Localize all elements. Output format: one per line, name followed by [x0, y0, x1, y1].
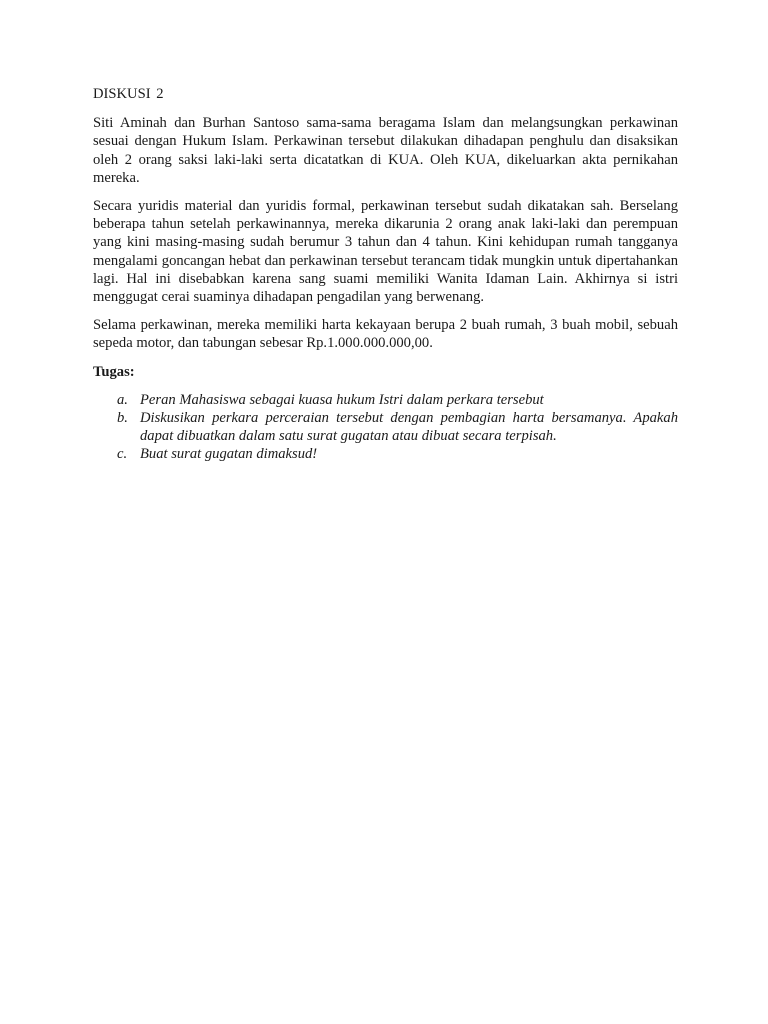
task-marker: a. [117, 391, 128, 408]
task-text: Buat surat gugatan dimaksud! [140, 446, 318, 463]
task-item [93, 391, 678, 409]
task-item [93, 445, 678, 463]
document-body [93, 85, 678, 464]
paragraph-case-conflict: Secara yuridis material dan yuridis formal, perkawinan tersebut sudah dikatakan sah. Berselang beberapa tahun setelah perkawinannya, mereka dikarunia 2 orang anak laki-laki dan perempuan yang kini masing-masing sudah berumur 3 tahun dan 4 tahun. Kini kehidupan rumah tangganya mengalami goncangan hebat dan perkawinan tersebut terancam tidak mungkin untuk dipertahankan lagi. Hal ini disebabkan karena sang suami memiliki Wanita Idaman Lain. Akhirnya si istri menggugat cerai suaminya dihadapan pengadilan yang berwenang. [93, 198, 678, 306]
paragraph-case-intro: Siti Aminah dan Burhan Santoso sama-sama beragama Islam dan melangsungkan perkawinan sesuai dengan Hukum Islam. Perkawinan tersebut dilakukan dihadapan penghulu dan disaksikan oleh 2 orang saksi laki-laki serta dicatatkan di KUA. Oleh KUA, dikeluarkan akta pernikahan mereka. [93, 115, 678, 186]
task-marker: b. [117, 410, 128, 427]
task-marker: c. [117, 446, 128, 463]
tasks-heading: Tugas: [93, 363, 135, 380]
document-heading: DISKUSI 2 [93, 86, 164, 102]
task-text: Peran Mahasiswa sebagai kuasa hukum Istri dalam perkara tersebut [140, 391, 544, 408]
task-item [93, 409, 678, 445]
paragraph-assets: Selama perkawinan, mereka memiliki harta kekayaan berupa 2 buah rumah, 3 buah mobil, sebuah sepeda motor, dan tabungan sebesar Rp.1.000.000.000,00. [93, 317, 678, 352]
task-text: Diskusikan perkara perceraian tersebut dengan pembagian harta bersamanya. Apakah dapat dibuatkan dalam satu surat gugatan atau dibuat secara terpisah. [140, 410, 678, 445]
task-list [93, 391, 678, 464]
